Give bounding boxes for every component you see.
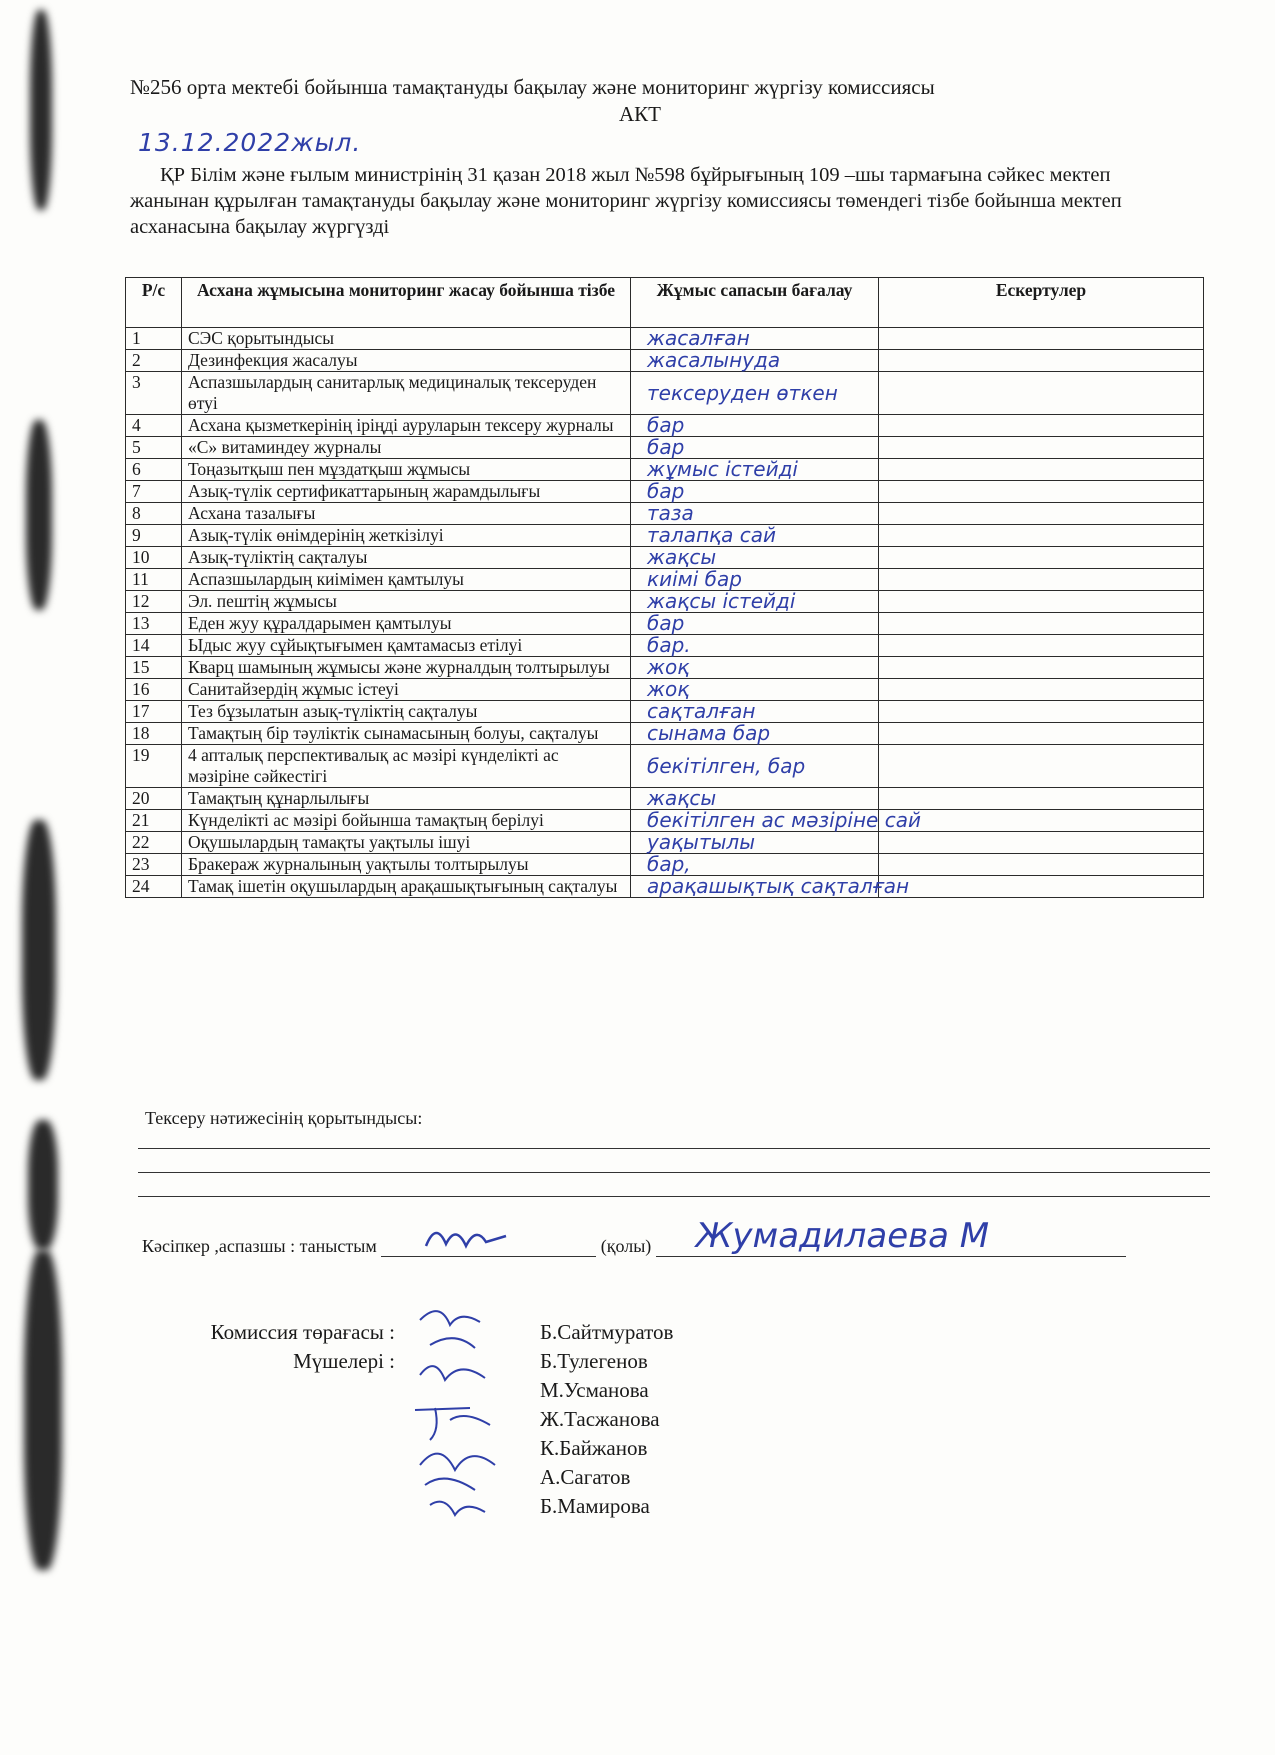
table-row	[126, 876, 1204, 898]
row-number: 9	[126, 525, 182, 547]
table-row	[126, 459, 1204, 481]
name-signature-field	[656, 1216, 1126, 1257]
table-row	[126, 745, 1204, 788]
table-row	[126, 679, 1204, 701]
row-item: Тамақ ішетін оқушылардың арақашықтығының сақталуы	[182, 876, 631, 898]
table-row	[126, 415, 1204, 437]
row-evaluation: уақытылы	[631, 832, 879, 854]
table-row	[126, 635, 1204, 657]
row-notes	[879, 525, 1204, 547]
row-item: Аспазшылардың санитарлық медициналық тексеруден өтуі	[182, 372, 631, 415]
row-notes	[879, 372, 1204, 415]
row-number: 13	[126, 613, 182, 635]
row-evaluation: сақталған	[631, 701, 879, 723]
member-name: К.Байжанов	[540, 1436, 648, 1460]
row-evaluation: бекітілген, бар	[631, 745, 879, 788]
row-notes	[879, 328, 1204, 350]
act-heading: АКТ	[619, 102, 661, 126]
row-evaluation: сынама бар	[631, 723, 879, 745]
row-item: Эл. пештің жұмысы	[182, 591, 631, 613]
row-evaluation: бар.	[631, 635, 879, 657]
member-name: Б.Мамирова	[540, 1494, 650, 1518]
row-evaluation: бар	[631, 415, 879, 437]
signoff-label: Кәсіпкер ,аспазшы : таныстым	[142, 1236, 377, 1256]
member-name: Б.Сайтмуратов	[540, 1320, 674, 1344]
row-item: Азық-түлік сертификаттарының жарамдылығы	[182, 481, 631, 503]
row-number: 6	[126, 459, 182, 481]
row-item: Еден жуу құралдарымен қамтылуы	[182, 613, 631, 635]
table-row	[126, 854, 1204, 876]
row-number: 14	[126, 635, 182, 657]
row-notes	[879, 723, 1204, 745]
row-notes	[879, 679, 1204, 701]
member-name: Б.Тулегенов	[540, 1349, 648, 1373]
row-notes	[879, 503, 1204, 525]
table-row	[126, 372, 1204, 415]
row-number: 15	[126, 657, 182, 679]
table-row	[126, 701, 1204, 723]
table-row	[126, 657, 1204, 679]
table-row	[126, 328, 1204, 350]
row-item: Кварц шамының жұмысы және журналдың толтырылуы	[182, 657, 631, 679]
row-notes	[879, 745, 1204, 788]
row-item: Асхана тазалығы	[182, 503, 631, 525]
row-evaluation: жасалынуда	[631, 350, 879, 372]
member-name: М.Усманова	[540, 1378, 649, 1402]
row-notes	[879, 459, 1204, 481]
row-item: Дезинфекция жасалуы	[182, 350, 631, 372]
table-row	[126, 503, 1204, 525]
row-item: «С» витаминдеу журналы	[182, 437, 631, 459]
row-evaluation: тексеруден өткен	[631, 372, 879, 415]
row-item: Тоңазытқыш пен мұздатқыш жұмысы	[182, 459, 631, 481]
row-number: 16	[126, 679, 182, 701]
header-num: Р/с	[126, 278, 182, 328]
row-item: Тамақтың құнарлылығы	[182, 788, 631, 810]
row-evaluation: талапқа сай	[631, 525, 879, 547]
row-evaluation: жоқ	[631, 679, 879, 701]
row-notes	[879, 657, 1204, 679]
row-number: 17	[126, 701, 182, 723]
row-evaluation: арақашықтық сақталған	[631, 876, 879, 898]
row-notes	[879, 437, 1204, 459]
row-item: Аспазшылардың киімімен қамтылуы	[182, 569, 631, 591]
monitoring-table	[125, 277, 1204, 898]
table-body	[126, 328, 1204, 898]
row-notes	[879, 876, 1204, 898]
conclusion-line	[138, 1148, 1210, 1149]
row-evaluation: жақсы істейді	[631, 591, 879, 613]
row-notes	[879, 810, 1204, 832]
conclusion-line	[138, 1172, 1210, 1173]
table-row	[126, 525, 1204, 547]
row-number: 18	[126, 723, 182, 745]
row-number: 4	[126, 415, 182, 437]
row-notes	[879, 613, 1204, 635]
row-item: Тамақтың бір тәуліктік сынамасының болуы, сақталуы	[182, 723, 631, 745]
row-item: Бракераж журналының уақтылы толтырылуы	[182, 854, 631, 876]
row-number: 23	[126, 854, 182, 876]
conclusion-line	[138, 1196, 1210, 1197]
header-item: Асхана жұмысына мониторинг жасау бойынша тізбе	[182, 278, 631, 328]
members-label: Мүшелері :	[293, 1349, 395, 1373]
row-number: 24	[126, 876, 182, 898]
row-evaluation: таза	[631, 503, 879, 525]
row-notes	[879, 569, 1204, 591]
table-row	[126, 547, 1204, 569]
table-row	[126, 591, 1204, 613]
row-evaluation: жақсы	[631, 547, 879, 569]
row-number: 1	[126, 328, 182, 350]
row-item: Ыдыс жуу сұйықтығымен қамтамасыз етілуі	[182, 635, 631, 657]
row-number: 10	[126, 547, 182, 569]
intro-paragraph: ҚР Білім және ғылым министрінің 31 қазан 2018 жыл №598 бұйрығының 109 –шы тармағына сәйкес мектеп жанынан құрылған тамақтануды бақылау және мониторинг жүргізу комиссиясы төмендегі тізбе бойынша мектеп асханасына бақылау жүргүзді	[130, 164, 1122, 238]
row-evaluation: бар	[631, 481, 879, 503]
header-eval: Жұмыс сапасын бағалау	[631, 278, 879, 328]
row-item: Азық-түлік өнімдерінің жеткізілуі	[182, 525, 631, 547]
row-evaluation: жұмыс істейді	[631, 459, 879, 481]
row-notes	[879, 350, 1204, 372]
acknowledge-signature-scrawl	[421, 1216, 511, 1256]
row-item: Санитайзердің жұмыс істеуі	[182, 679, 631, 701]
row-notes	[879, 854, 1204, 876]
table-row	[126, 437, 1204, 459]
row-evaluation: бар,	[631, 854, 879, 876]
handwritten-name: Жумадилаева М	[695, 1216, 990, 1256]
table-row	[126, 481, 1204, 503]
row-number: 8	[126, 503, 182, 525]
row-evaluation: бар	[631, 437, 879, 459]
row-notes	[879, 832, 1204, 854]
member-name: А.Сагатов	[540, 1465, 631, 1489]
signature-label: (қолы)	[600, 1236, 652, 1256]
row-evaluation: киімі бар	[631, 569, 879, 591]
row-evaluation: жақсы	[631, 788, 879, 810]
table-row	[126, 569, 1204, 591]
commission-signatures	[400, 1300, 550, 1530]
signoff-row	[142, 1216, 1222, 1257]
row-notes	[879, 635, 1204, 657]
row-number: 22	[126, 832, 182, 854]
row-notes	[879, 415, 1204, 437]
title-text: №256 орта мектебі бойынша тамақтануды бақылау және мониторинг жүргізу комиссиясы	[130, 75, 935, 99]
row-notes	[879, 547, 1204, 569]
chair-label: Комиссия төрағасы :	[210, 1320, 395, 1344]
row-evaluation: жасалған	[631, 328, 879, 350]
table-row	[126, 810, 1204, 832]
row-notes	[879, 481, 1204, 503]
row-notes	[879, 591, 1204, 613]
commission-labels	[165, 1318, 395, 1376]
row-number: 2	[126, 350, 182, 372]
row-evaluation: бар	[631, 613, 879, 635]
row-notes	[879, 788, 1204, 810]
commission-names	[540, 1318, 840, 1521]
table-row	[126, 723, 1204, 745]
row-notes	[879, 701, 1204, 723]
row-number: 21	[126, 810, 182, 832]
row-number: 20	[126, 788, 182, 810]
row-item: Тез бұзылатын азық-түліктің сақталуы	[182, 701, 631, 723]
row-number: 12	[126, 591, 182, 613]
table-row	[126, 832, 1204, 854]
handwritten-date: 13.12.2022жыл.	[138, 128, 362, 157]
table-row	[126, 350, 1204, 372]
row-item: Күнделікті ас мәзірі бойынша тамақтың берілуі	[182, 810, 631, 832]
row-item: 4 апталық перспективалық ас мәзірі күнделікті ас мәзіріне сәйкестігі	[182, 745, 631, 788]
scan-edge-shadow	[0, 0, 80, 1755]
document-title	[130, 75, 1150, 127]
row-number: 7	[126, 481, 182, 503]
conclusion-label: Тексеру нәтижесінің қорытындысы:	[145, 1108, 423, 1128]
row-number: 19	[126, 745, 182, 788]
acknowledge-signature-field	[381, 1232, 596, 1257]
header-notes: Ескертулер	[879, 278, 1204, 328]
row-number: 11	[126, 569, 182, 591]
row-item: Асхана қызметкерінің іріңді ауруларын тексеру журналы	[182, 415, 631, 437]
row-number: 3	[126, 372, 182, 415]
row-evaluation: жоқ	[631, 657, 879, 679]
table-row	[126, 788, 1204, 810]
table-row	[126, 613, 1204, 635]
member-name: Ж.Тасжанова	[540, 1407, 660, 1431]
row-item: СЭС қорытындысы	[182, 328, 631, 350]
row-evaluation: бекітілген ас мәзіріне сай	[631, 810, 879, 832]
row-number: 5	[126, 437, 182, 459]
row-item: Азық-түліктің сақталуы	[182, 547, 631, 569]
row-item: Оқушылардың тамақты уақтылы ішуі	[182, 832, 631, 854]
